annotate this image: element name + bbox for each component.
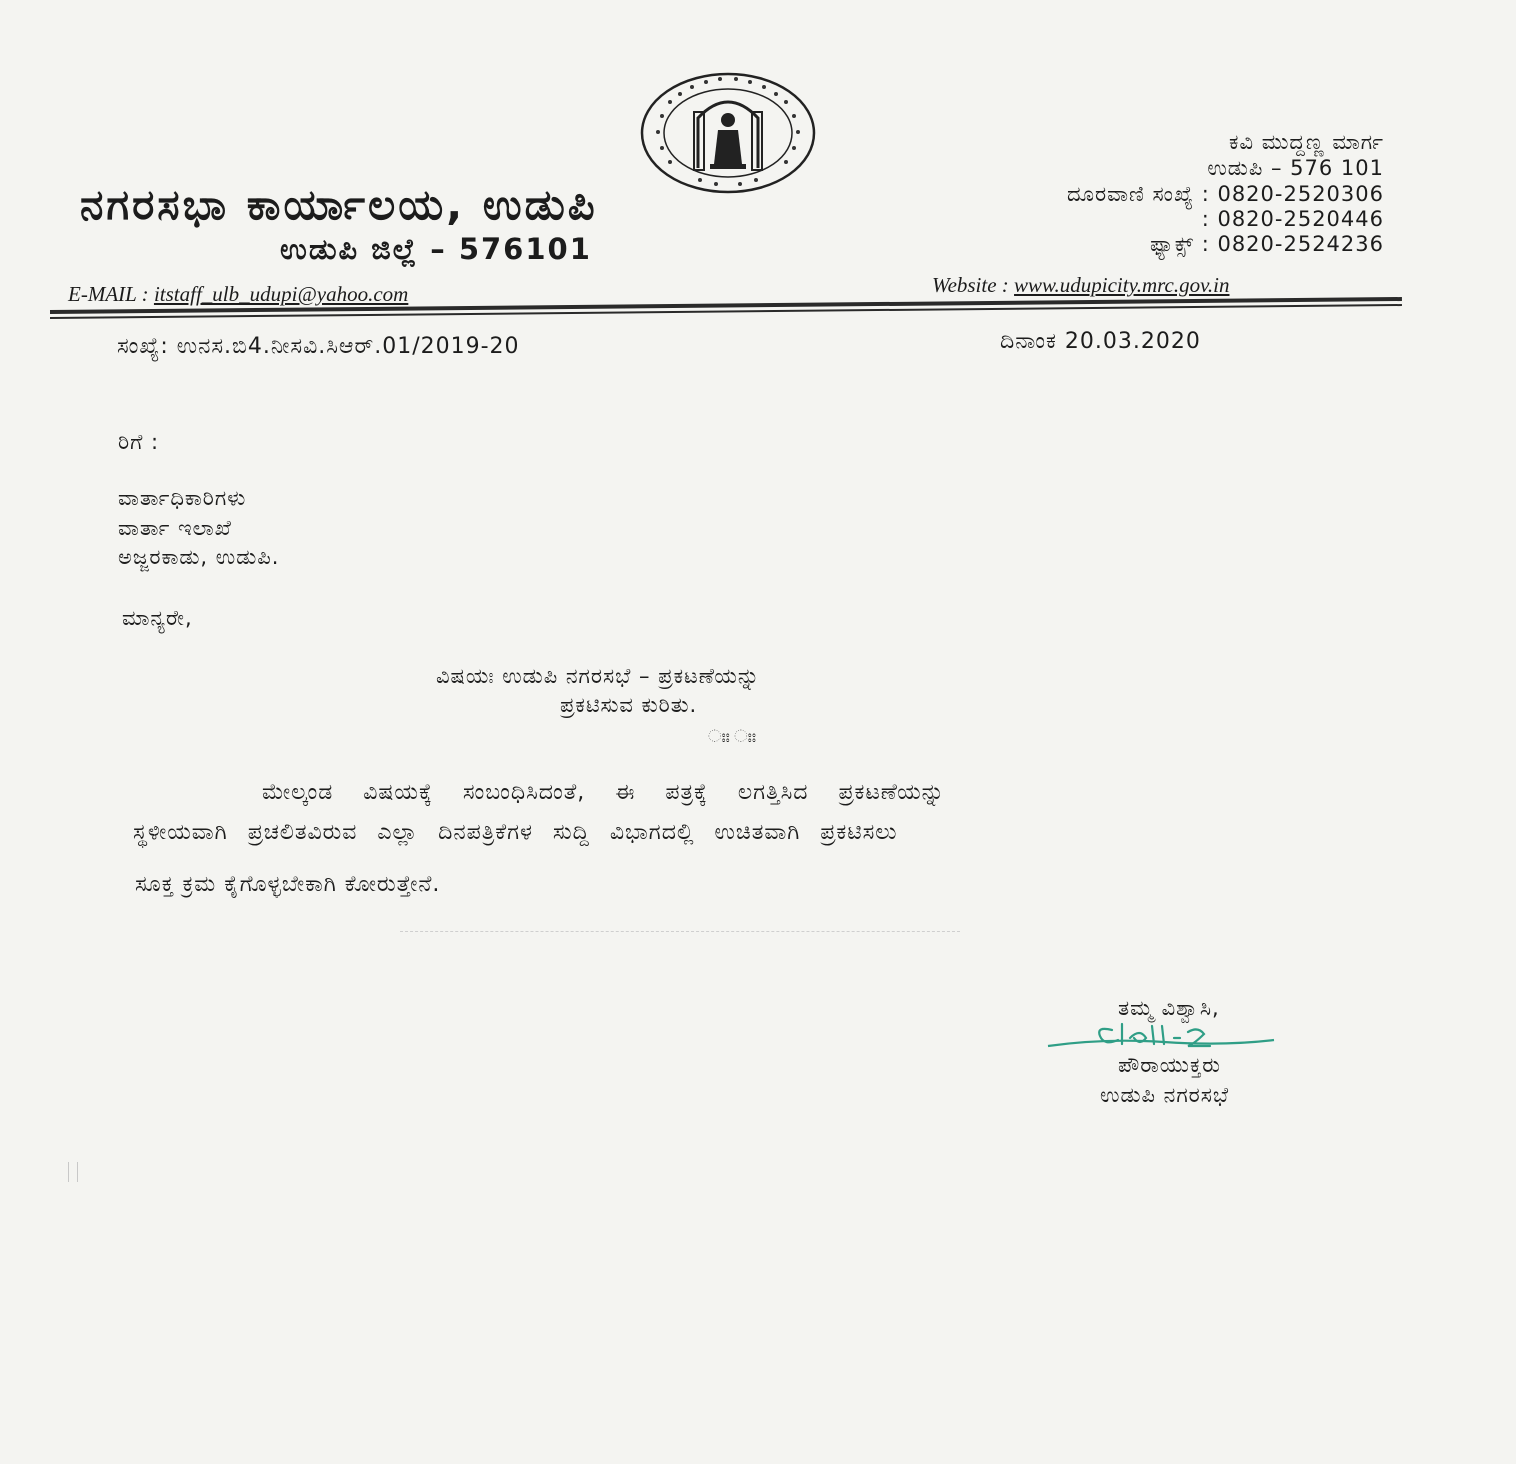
subject-separator: ಃಃ ಃಃ (708, 727, 757, 747)
municipal-emblem-icon (640, 72, 816, 194)
phone-2-row: : 0820-2520446 (1201, 207, 1384, 231)
email-link[interactable]: itstaff_ulb_udupi@yahoo.com (153, 282, 409, 306)
body-line-2: ಸ್ಥಳೀಯವಾಗಿ ಪ್ರಚಲಿತವಿರುವ ಎಲ್ಲಾ ದಿನಪತ್ರಿಕೆಗಳ ಸುದ್ದಿ ವಿಭಾಗದಲ್ಲಿ ಉಚಿತವಾಗಿ ಪ್ರಕಟಿಸಲು (133, 820, 898, 845)
phone-2: 0820-2520446 (1217, 207, 1384, 231)
salutation: ಮಾನ್ಯರೇ, (122, 606, 193, 630)
district-line: ಉಡುಪಿ ಜಿಲ್ಲೆ – 576101 (280, 232, 592, 266)
closing-text: ತಮ್ಮ ವಿಶ್ವಾಸಿ, (1118, 996, 1220, 1020)
email-row (68, 282, 408, 307)
body-line-1: ಮೇಲ್ಕಂಡ ವಿಷಯಕ್ಕೆ ಸಂಬಂಧಿಸಿದಂತೆ, ಈ ಪತ್ರಕ್ಕೆ ಲಗತ್ತಿಸಿದ ಪ್ರಕಟಣೆಯನ್ನು (262, 780, 945, 805)
to-label: ರಿಗೆ : (118, 430, 160, 454)
fax-row: ಫ್ಯಾಕ್ಸ್ : 0820-2524236 (1149, 232, 1384, 256)
recipient-line-1: ವಾರ್ತಾಧಿಕಾರಿಗಳು (118, 486, 247, 510)
phone-1-row: ದೂರವಾಣಿ ಸಂಖ್ಯೆ : 0820-2520306 (1067, 182, 1384, 206)
body-line-3: ಸೂಕ್ತ ಕ್ರಮ ಕೈಗೊಳ್ಳಬೇಕಾಗಿ ಕೋರುತ್ತೇನೆ. (135, 872, 441, 897)
signatory-designation: ಪೌರಾಯುಕ್ತರು (1118, 1053, 1221, 1077)
recipient-line-2: ವಾರ್ತಾ ಇಲಾಖೆ (118, 516, 232, 540)
signatory-office: ಉಡುಪಿ ನಗರಸಭೆ (1100, 1083, 1230, 1107)
website-link[interactable]: www.udupicity.mrc.gov.in (1014, 273, 1230, 297)
email-label: E-MAIL : (68, 282, 149, 306)
faint-scan-line (400, 931, 960, 932)
fax-label: ಫ್ಯಾಕ್ಸ್ (1149, 232, 1195, 256)
address-line-2: ಉಡುಪಿ – 576 101 (1207, 156, 1384, 180)
recipient-line-3: ಅಜ್ಜರಕಾಡು, ಉಡುಪಿ. (118, 545, 280, 569)
fax-number: 0820-2524236 (1217, 232, 1384, 256)
reference-number: ಸಂಖ್ಯೆ: ಉನಸ.ಬಿ4.ನೀಸವಿ.ಸಿಆರ್.01/2019-20 (117, 334, 520, 359)
address-line-1: ಕವಿ ಮುದ್ದಣ್ಣ ಮಾರ್ಗ (1229, 130, 1384, 154)
website-row (932, 273, 1229, 298)
phone-label: ದೂರವಾಣಿ ಸಂಖ್ಯೆ (1067, 182, 1195, 206)
subject-line-1: ವಿಷಯಃ ಉಡುಪಿ ನಗರಸಭೆ – ಪ್ರಕಟಣೆಯನ್ನು (436, 664, 761, 688)
phone-1: 0820-2520306 (1217, 182, 1384, 206)
letter-date: ದಿನಾಂಕ 20.03.2020 (1000, 329, 1201, 354)
office-name-title: ನಗರಸಭಾ ಕಾರ್ಯಾಲಯ, ಉಡುಪಿ (80, 180, 598, 229)
signature-icon (1044, 1016, 1324, 1056)
subject-line-2: ಪ್ರಕಟಿಸುವ ಕುರಿತು. (560, 693, 698, 717)
scan-edge-mark (68, 1162, 78, 1182)
website-label: Website : (932, 273, 1009, 297)
